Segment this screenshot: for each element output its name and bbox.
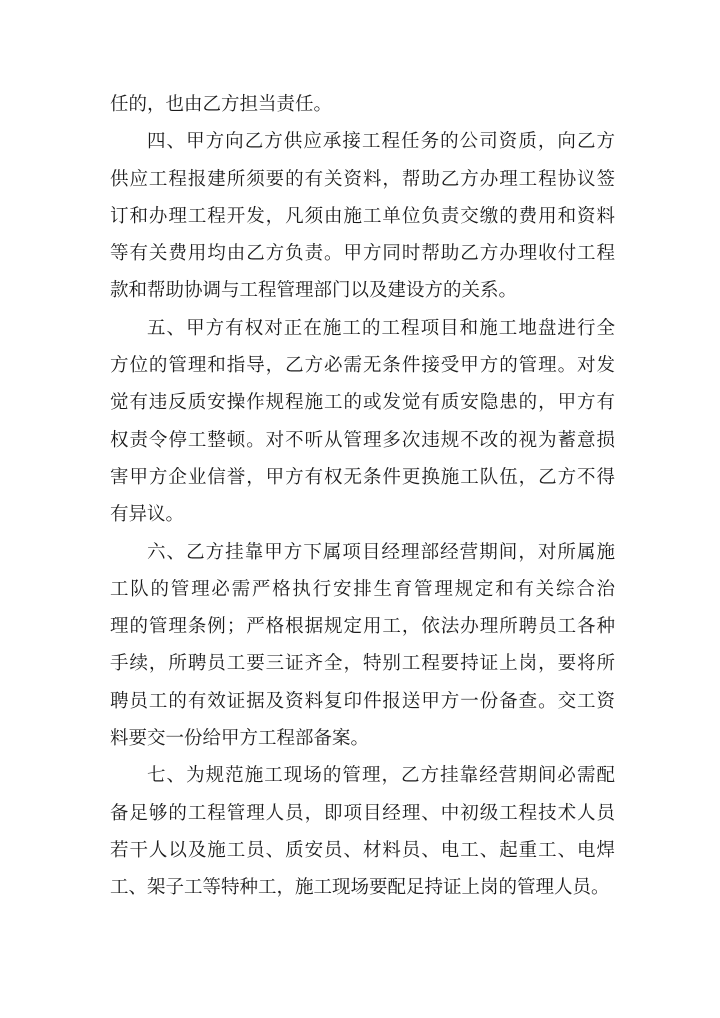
paragraph-clause-4: [110, 123, 615, 309]
text-line: 理的管理条例；严格根据规定用工，依法办理所聘员工各种: [110, 616, 615, 638]
text-line: 款和帮助协调与工程管理部门以及建设方的关系。: [110, 280, 518, 302]
text-line: 有异议。: [110, 504, 185, 526]
text-line: 手续，所聘员工要三证齐全，特别工程要持证上岗，要将所: [110, 653, 615, 675]
text-line: 五、甲方有权对正在施工的工程项目和施工地盘进行全: [147, 317, 615, 339]
text-line: 料要交一份给甲方工程部备案。: [110, 728, 370, 750]
text-line: 工、架子工等特种工，施工现场要配足持证上岗的管理人员。: [110, 877, 610, 899]
text-line: 觉有违反质安操作规程施工的或发觉有质安隐患的，甲方有: [110, 392, 615, 414]
text-line: 供应工程报建所须要的有关资料，帮助乙方办理工程协议签: [110, 168, 615, 190]
text-line: 订和办理工程开发，凡须由施工单位负责交缴的费用和资料: [110, 205, 615, 227]
paragraph-clause-5: [110, 310, 615, 534]
text-line: 任的，也由乙方担当责任。: [110, 94, 333, 115]
text-line: 若干人以及施工员、质安员、材料员、电工、起重工、电焊: [110, 839, 615, 861]
text-line: 备足够的工程管理人员，即项目经理、中初级工程技术人员: [110, 802, 615, 824]
paragraph-continuation: [110, 86, 615, 123]
text-line: 工队的管理必需严格执行安排生育管理规定和有关综合治: [110, 578, 615, 600]
text-line: 等有关费用均由乙方负责。甲方同时帮助乙方办理收付工程: [110, 243, 615, 265]
paragraph-clause-7: [110, 757, 615, 906]
text-line: 六、乙方挂靠甲方下属项目经理部经营期间，对所属施: [147, 541, 615, 563]
text-line: 聘员工的有效证据及资料复印件报送甲方一份备查。交工资: [110, 690, 615, 712]
text-line: 七、为规范施工现场的管理，乙方挂靠经营期间必需配: [147, 765, 615, 787]
text-line: 方位的管理和指导，乙方必需无条件接受甲方的管理。对发: [110, 355, 615, 377]
paragraph-clause-6: [110, 534, 615, 758]
text-line: 四、甲方向乙方供应承接工程任务的公司资质，向乙方: [147, 131, 615, 153]
text-line: 害甲方企业信誉，甲方有权无条件更换施工队伍，乙方不得: [110, 466, 615, 488]
document-body: [110, 86, 615, 907]
text-line: 权责令停工整顿。对不听从管理多次违规不改的视为蓄意损: [110, 429, 615, 451]
